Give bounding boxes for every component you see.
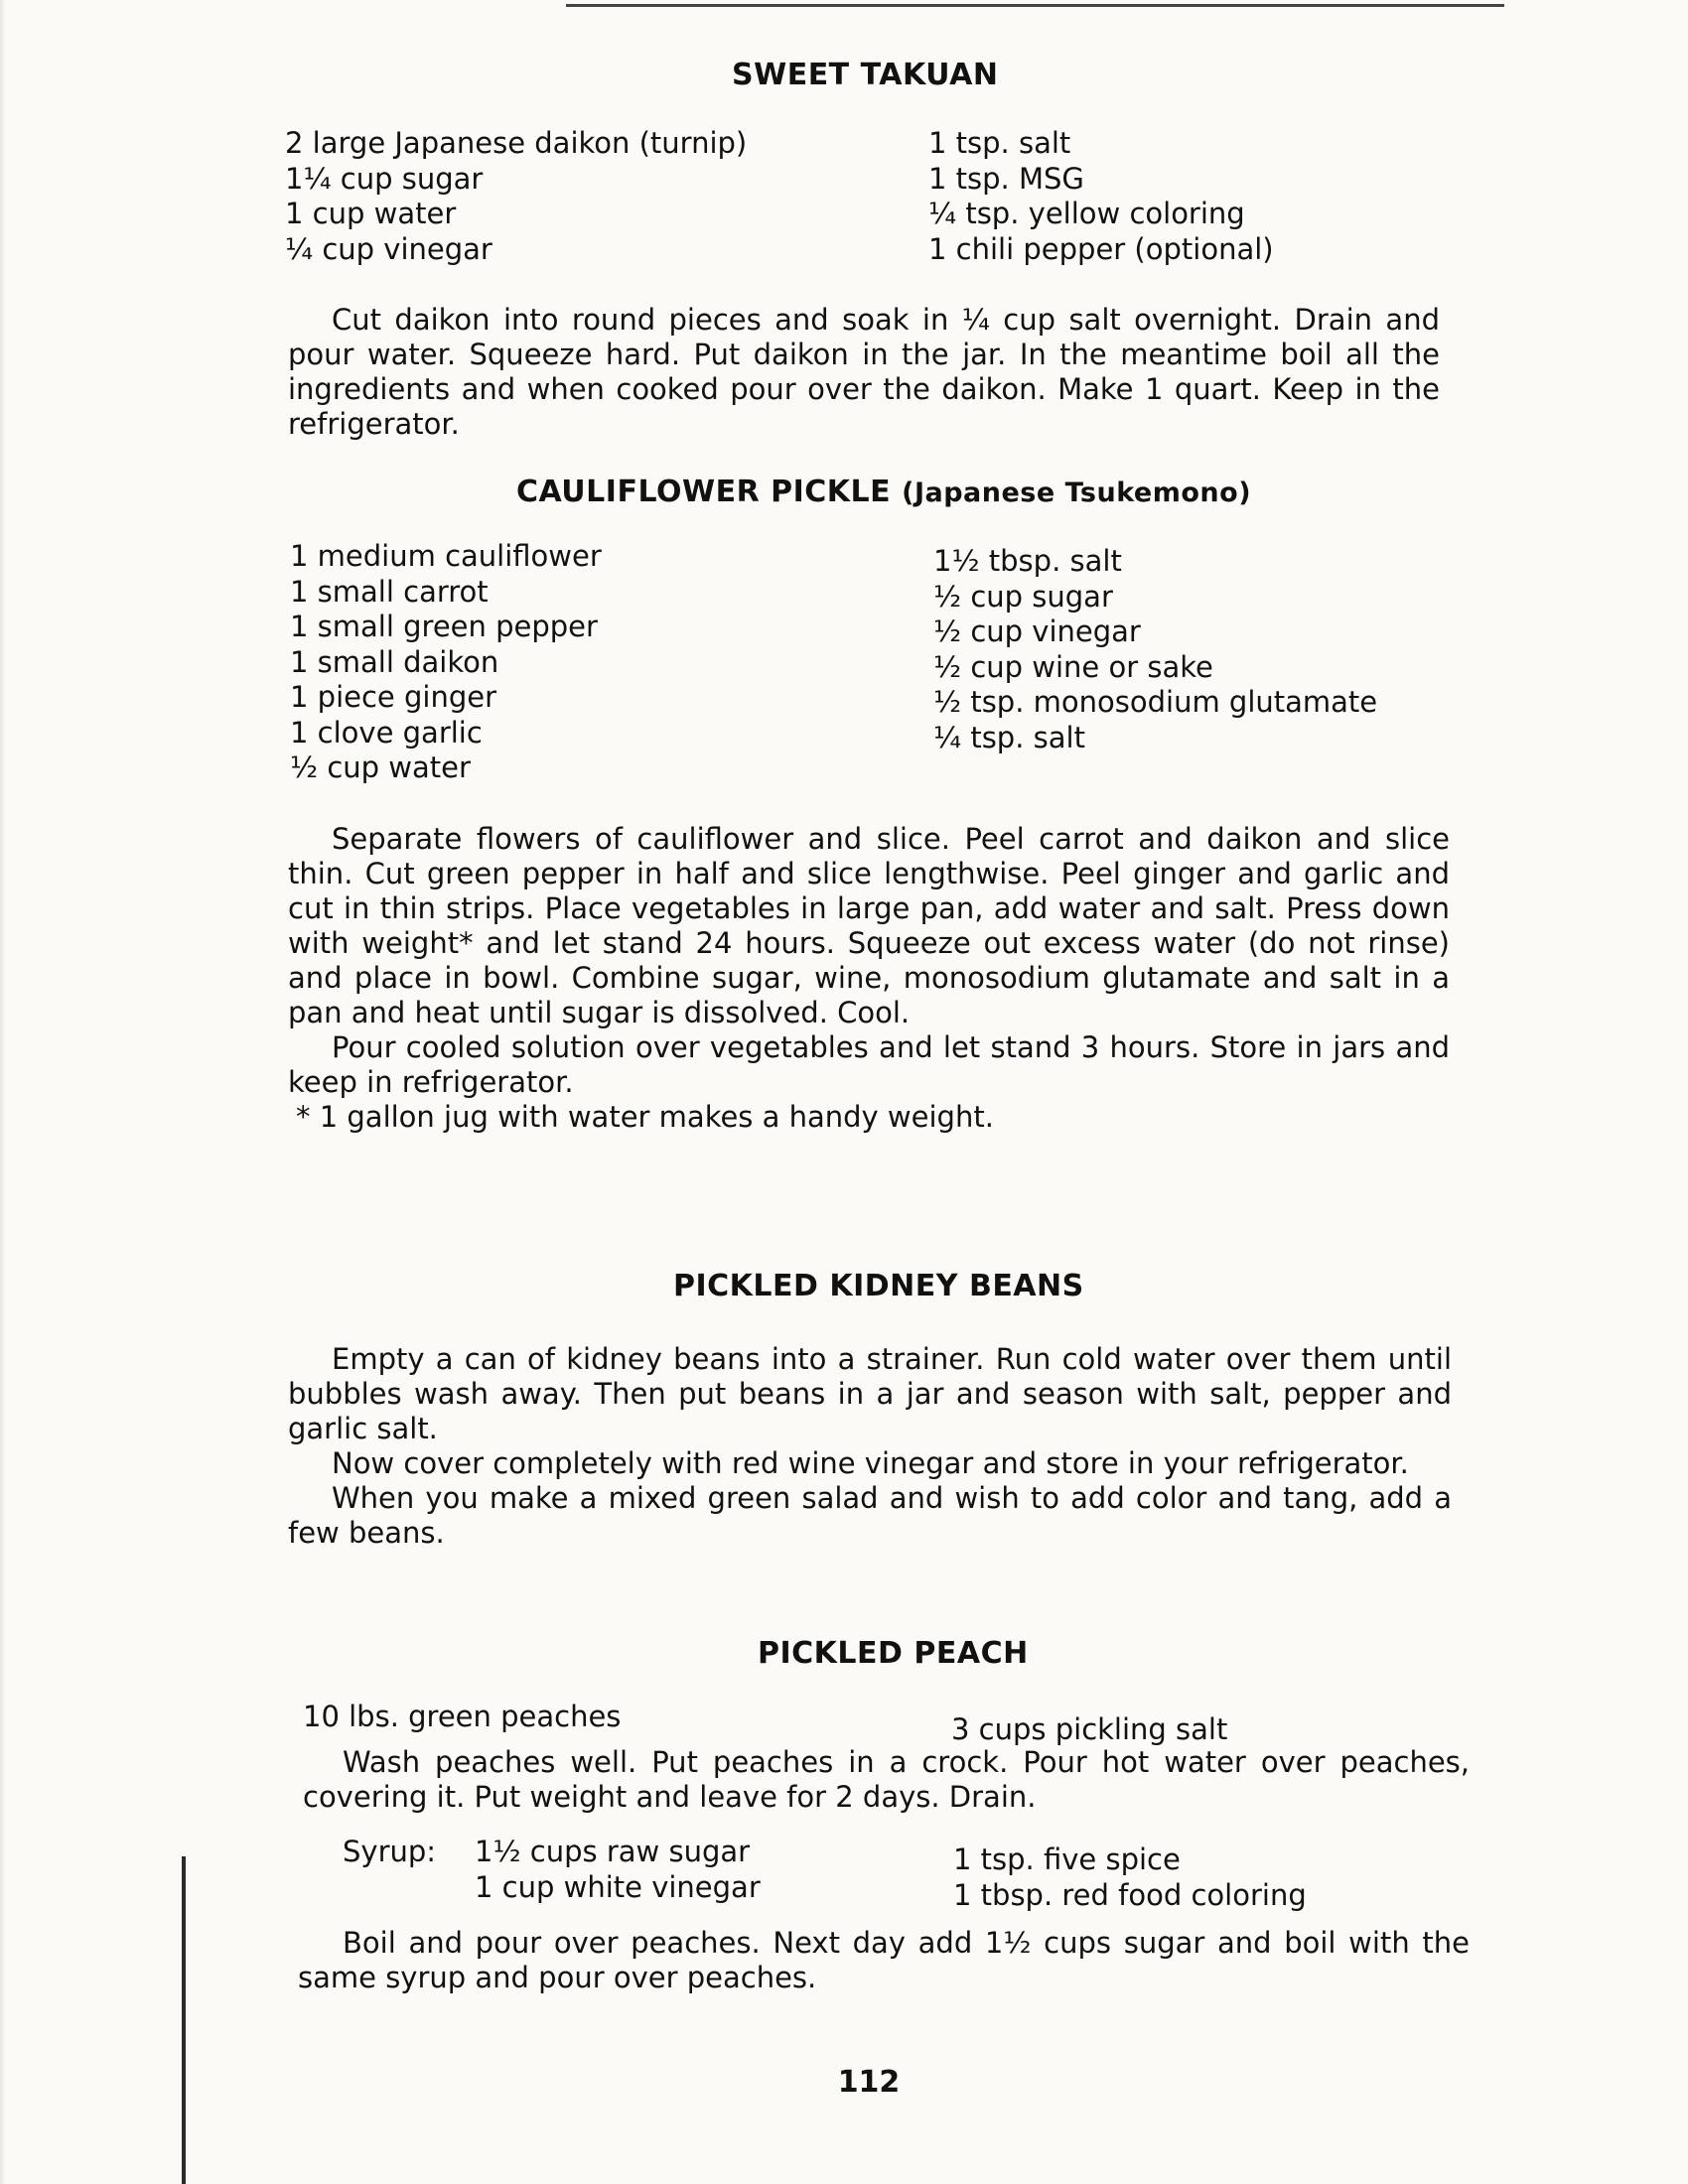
ingredient-item: ½ cup sugar [933,579,1113,614]
ingredient-item: ½ cup vinegar [933,614,1141,648]
paragraph: Wash peaches well. Put peaches in a crock. Pour hot water over peaches, covering it. Put weight and leave for 2 days. Drain. [303,1745,1470,1814]
peach-ingredient-left: 10 lbs. green peaches [303,1700,622,1733]
ingredient-item: 1 small carrot [290,574,489,609]
ingredient-item: 1 small daikon [290,644,499,679]
syrup-ingredients-left [475,1835,761,1905]
ingredient-item: 1½ tbsp. salt [933,544,1122,578]
cauliflower-ingredients-left [290,539,602,786]
page-number: 112 [837,2065,901,2100]
peach-final-directions [298,1926,1470,1995]
paragraph: Pour cooled solution over vegetables and let stand 3 hours. Store in jars and keep in refrigerator. [288,1030,1450,1099]
cauliflower-ingredients-right [933,544,1377,755]
sweet-takuan-directions [288,303,1440,442]
ingredient-item: 1 tsp. five spice [953,1843,1181,1876]
paragraph: Boil and pour over peaches. Next day add 1½ cups sugar and boil with the same syrup and pour over peaches. [298,1926,1470,1994]
ingredient-item: 2 large Japanese daikon (turnip) [285,126,748,160]
ingredient-item: 1½ cups raw sugar [475,1835,751,1868]
ingredient-item: 1 piece ginger [290,680,496,714]
ingredient-item: 1 medium cauliflower [290,539,602,573]
ingredient-item: 1 clove garlic [290,715,483,750]
pickled-peach-title: PICKLED PEACH [758,1636,1029,1671]
recipe-title: CAULIFLOWER PICKLE [516,475,892,509]
syrup-ingredients-right [953,1843,1307,1913]
ingredient-item: ¼ tsp. salt [933,720,1085,754]
sweet-takuan-ingredients-right [928,126,1274,267]
cauliflower-directions [288,822,1450,1135]
ingredient-item: 1¼ cup sugar [285,161,484,196]
ingredient-item: ¼ cup vinegar [285,231,492,266]
ingredient-item: 1 tsp. MSG [928,161,1084,196]
ingredient-item: ½ cup water [290,751,471,784]
ingredient-item: ½ cup wine or sake [933,649,1213,684]
paragraph: Now cover completely with red wine vinegar and store in your refrigerator. [332,1446,1409,1480]
cauliflower-pickle-title [516,475,1251,509]
peach-directions [303,1745,1470,1815]
ingredient-item: 1 cup white vinegar [475,1869,761,1904]
ingredient-item: 1 small green pepper [290,610,598,643]
paragraph: Separate flowers of cauliflower and slice. Peel carrot and daikon and slice thin. Cut green pepper in half and slice lengthwise. Peel ginger and garlic and cut in thin strips. Place vegetables in large pan, add water and salt. Press down with weight* and let stand 24 hours. Squeeze out excess water (do not rinse) and place in bowl. Combine sugar, wine, monosodium glutamate and salt in a pan and heat until sugar is dissolved. Cool. [288,822,1450,1029]
ingredient-item: 1 cup water [285,197,457,230]
paragraph: When you make a mixed green salad and wish to add color and tang, add a few beans. [288,1481,1452,1550]
kidney-beans-directions [288,1342,1452,1551]
ingredient-item: 1 tsp. salt [928,126,1071,160]
ingredient-item: ¼ tsp. yellow coloring [928,197,1245,230]
ingredient-item: 1 tbsp. red food coloring [953,1877,1307,1912]
paragraph: Empty a can of kidney beans into a strainer. Run cold water over them until bubbles wash away. Then put beans in a jar and season with salt, pepper and garlic salt. [288,1342,1452,1445]
kidney-beans-title: PICKLED KIDNEY BEANS [673,1269,1084,1303]
sweet-takuan-ingredients-left [285,126,747,267]
recipe-subtitle: (Japanese Tsukemono) [902,478,1252,508]
paragraph: Cut daikon into round pieces and soak in ¼ cup salt overnight. Drain and pour water. Squeeze hard. Put daikon in the jar. In the meantime boil all the ingredients and when cooked pour over the daikon. Make 1 quart. Keep in the refrigerator. [288,303,1440,441]
ingredient-item: ½ tsp. monosodium glutamate [933,685,1378,719]
sweet-takuan-title: SWEET TAKUAN [732,58,999,92]
syrup-label: Syrup: [343,1835,437,1868]
footnote: * 1 gallon jug with water makes a handy weight. [296,1100,994,1134]
peach-ingredient-right: 3 cups pickling salt [951,1712,1228,1746]
ingredient-item: 1 chili pepper (optional) [928,231,1274,266]
